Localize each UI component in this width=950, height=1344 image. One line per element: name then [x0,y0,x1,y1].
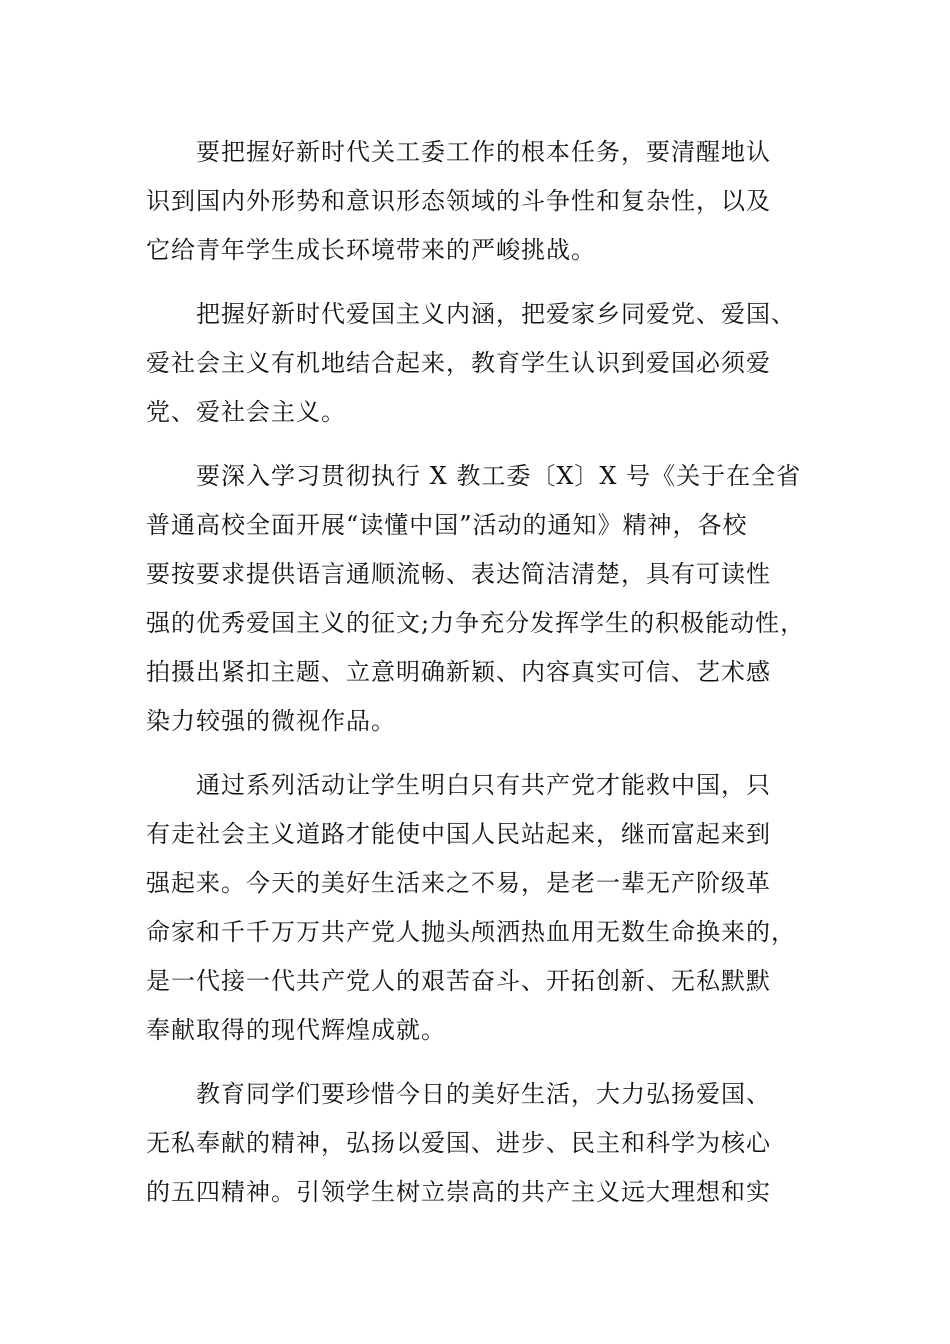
paragraph-line: 教育同学们要珍惜今日的美好生活，大力弘扬爱国、 [196,1080,771,1108]
paragraph-line: 拍摄出紧扣主题、立意明确新颖、内容真实可信、艺术感 [146,658,771,686]
paragraph-line: 强的优秀爱国主义的征文;力争充分发挥学生的积极能动性， [146,609,806,637]
paragraph-line: 要深入学习贯彻执行 X 教工委〔X〕X 号《关于在全省 [196,462,802,490]
paragraph-line: 爱社会主义有机地结合起来，教育学生认识到爱国必须爱 [146,349,771,377]
paragraph-line: 要把握好新时代关工委工作的根本任务，要清醒地认 [196,138,771,166]
paragraph-line: 识到国内外形势和意识形态领域的斗争性和复杂性，以及 [146,187,771,215]
paragraph-line: 要按要求提供语言通顺流畅、表达简洁清楚，具有可读性 [146,560,771,588]
paragraph-line: 命家和千千万万共产党人抛头颅洒热血用无数生命换来的， [146,918,796,946]
paragraph-line: 普通高校全面开展“读懂中国”活动的通知》精神，各校 [146,511,748,539]
paragraph-line: 的五四精神。引领学生树立崇高的共产主义远大理想和实 [146,1178,771,1206]
paragraph-line: 党、爱社会主义。 [146,398,346,426]
paragraph-line: 有走社会主义道路才能使中国人民站起来，继而富起来到 [146,820,771,848]
paragraph-line: 染力较强的微视作品。 [146,707,396,735]
paragraph-line: 把握好新时代爱国主义内涵，把爱家乡同爱党、爱国、 [196,300,796,328]
paragraph-line: 通过系列活动让学生明白只有共产党才能救中国，只 [196,771,771,799]
paragraph-line: 奉献取得的现代辉煌成就。 [146,1016,446,1044]
paragraph-line: 无私奉献的精神，弘扬以爱国、进步、民主和科学为核心 [146,1129,771,1157]
paragraph-line: 强起来。今天的美好生活来之不易，是老一辈无产阶级革 [146,869,771,897]
paragraph-line: 是一代接一代共产党人的艰苦奋斗、开拓创新、无私默默 [146,967,771,995]
paragraph-line: 它给青年学生成长环境带来的严峻挑战。 [146,236,596,264]
